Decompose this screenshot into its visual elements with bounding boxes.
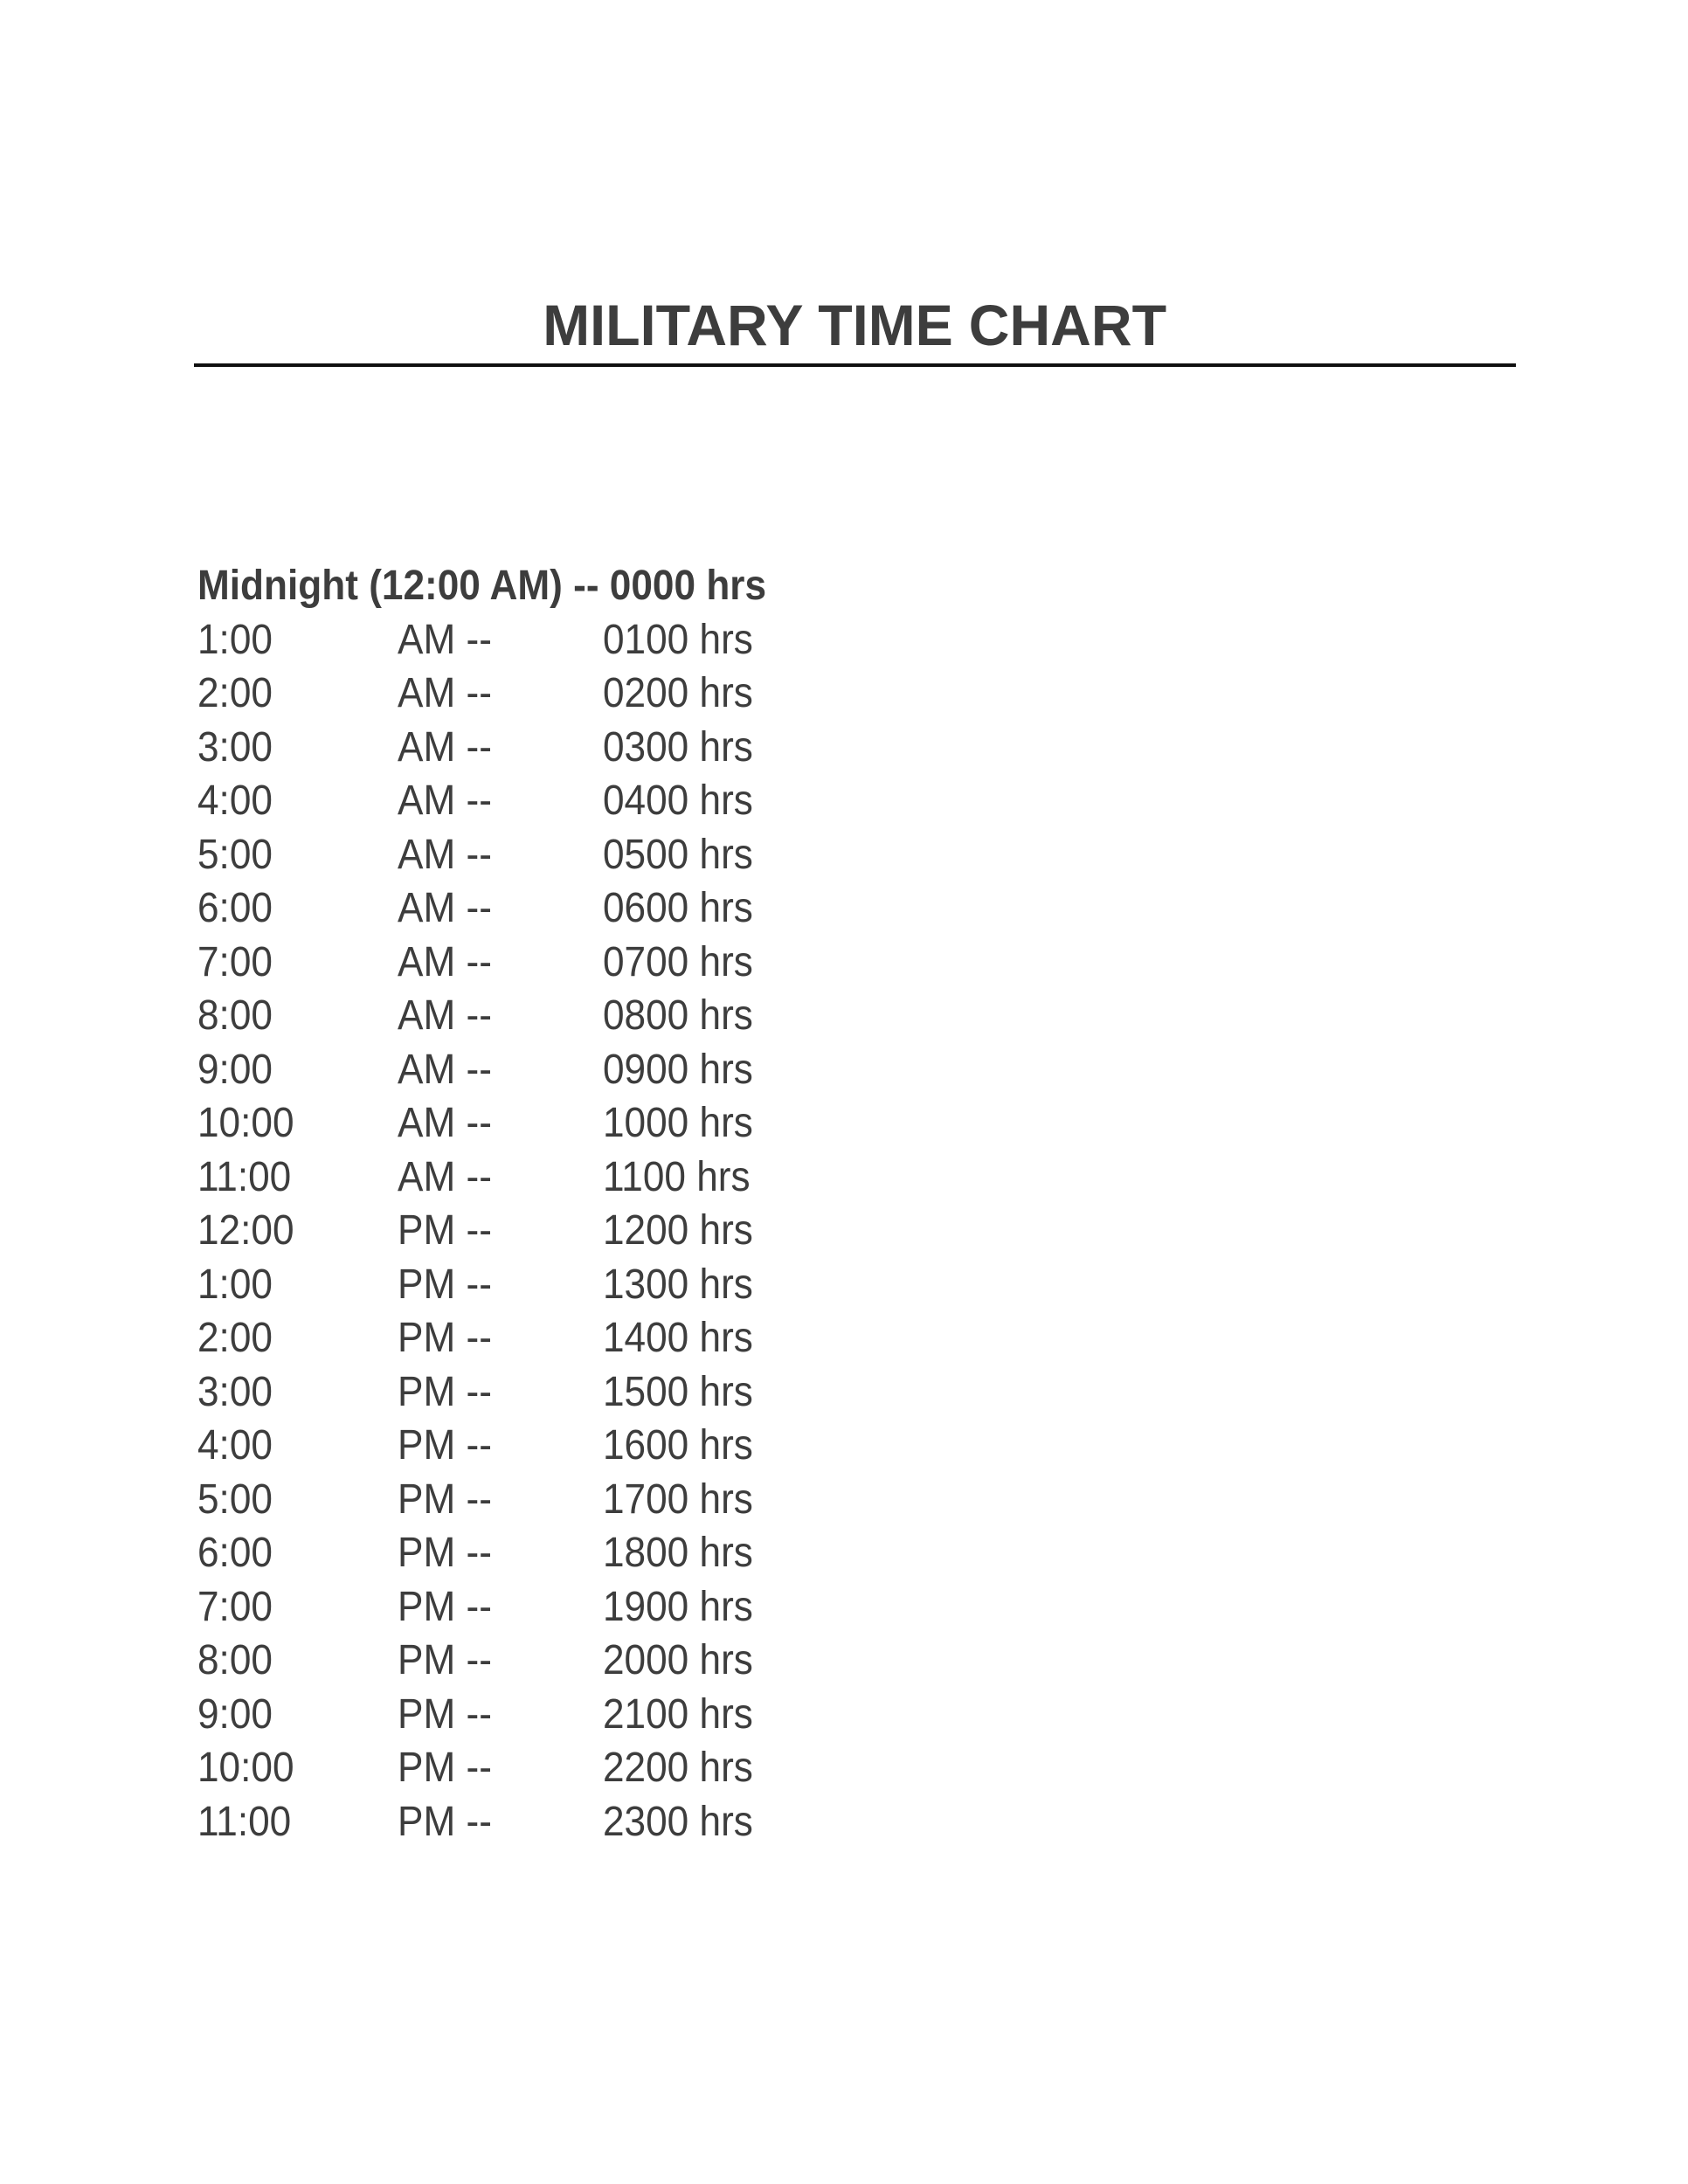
time-row — [197, 936, 1333, 990]
time-row — [197, 1419, 1333, 1473]
standard-time-cell — [197, 667, 398, 721]
meridiem: PM -- — [398, 1476, 492, 1523]
military-time: 0200 hrs — [603, 670, 753, 716]
military-time: 1700 hrs — [603, 1476, 753, 1523]
standard-time-cell — [197, 721, 398, 775]
meridiem-cell — [398, 828, 603, 882]
meridiem: AM -- — [398, 885, 492, 931]
military-time: 1400 hrs — [603, 1315, 753, 1361]
military-time: 0800 hrs — [603, 992, 753, 1039]
military-time: 2000 hrs — [603, 1637, 753, 1683]
standard-time-cell — [197, 1634, 398, 1688]
meridiem: AM -- — [398, 1153, 492, 1200]
time-row — [197, 1795, 1333, 1849]
military-time: 1900 hrs — [603, 1583, 753, 1630]
military-time-cell — [603, 1526, 1333, 1580]
time-rows — [197, 613, 1333, 1849]
military-time: 0300 hrs — [603, 723, 753, 771]
standard-time: 6:00 — [197, 1530, 273, 1576]
standard-time-cell — [197, 613, 398, 667]
standard-time: 3:00 — [197, 1368, 273, 1415]
military-time-cell — [603, 774, 1333, 828]
standard-time: 6:00 — [197, 885, 273, 931]
time-row — [197, 1473, 1333, 1527]
standard-time: 11:00 — [197, 1153, 292, 1200]
standard-time-cell — [197, 1365, 398, 1420]
meridiem-cell — [398, 721, 603, 775]
standard-time: 11:00 — [197, 1798, 292, 1845]
standard-time-cell — [197, 1151, 398, 1205]
meridiem-cell — [398, 1741, 603, 1795]
standard-time: 9:00 — [197, 1046, 273, 1093]
standard-time: 4:00 — [197, 778, 273, 824]
meridiem-cell — [398, 1096, 603, 1151]
meridiem-cell — [398, 1311, 603, 1365]
standard-time: 8:00 — [197, 1637, 273, 1683]
time-row — [197, 881, 1333, 936]
military-time-cell — [603, 721, 1333, 775]
meridiem: PM -- — [398, 1690, 492, 1738]
meridiem: AM -- — [398, 1100, 492, 1146]
title-block — [194, 293, 1516, 367]
time-row — [197, 1204, 1333, 1258]
time-row — [197, 721, 1333, 775]
time-row — [197, 1311, 1333, 1365]
time-row — [197, 667, 1333, 721]
meridiem-cell — [398, 1473, 603, 1527]
military-time: 1200 hrs — [603, 1207, 753, 1254]
meridiem-cell — [398, 667, 603, 721]
military-time-cell — [603, 1741, 1333, 1795]
military-time: 0500 hrs — [603, 831, 753, 878]
time-row — [197, 1688, 1333, 1742]
meridiem-cell — [398, 1365, 603, 1420]
military-time-cell — [603, 613, 1333, 667]
meridiem: AM -- — [398, 992, 492, 1039]
military-time-cell — [603, 1473, 1333, 1527]
standard-time: 10:00 — [197, 1100, 294, 1146]
military-time-cell — [603, 936, 1333, 990]
standard-time-cell — [197, 1204, 398, 1258]
meridiem-cell — [398, 1580, 603, 1635]
military-time-cell — [603, 1580, 1333, 1635]
time-row — [197, 1151, 1333, 1205]
meridiem: PM -- — [398, 1583, 492, 1630]
military-time-cell — [603, 1419, 1333, 1473]
standard-time-cell — [197, 1526, 398, 1580]
standard-time-cell — [197, 1580, 398, 1635]
military-time-cell — [603, 1258, 1333, 1312]
meridiem: PM -- — [398, 1422, 492, 1469]
meridiem: PM -- — [398, 1745, 492, 1791]
meridiem: AM -- — [398, 831, 492, 878]
military-time-cell — [603, 1043, 1333, 1097]
meridiem-cell — [398, 881, 603, 936]
meridiem-cell — [398, 613, 603, 667]
standard-time: 2:00 — [197, 670, 273, 716]
time-row — [197, 1096, 1333, 1151]
standard-time: 8:00 — [197, 992, 273, 1039]
military-time-cell — [603, 1688, 1333, 1742]
meridiem: AM -- — [398, 723, 492, 771]
meridiem-cell — [398, 1258, 603, 1312]
meridiem-cell — [398, 1526, 603, 1580]
page-title-text: MILITARY TIME CHART — [543, 293, 1167, 357]
standard-time: 12:00 — [197, 1207, 294, 1254]
time-row — [197, 1526, 1333, 1580]
meridiem: AM -- — [398, 616, 492, 663]
military-time: 0700 hrs — [603, 938, 753, 985]
meridiem-cell — [398, 1204, 603, 1258]
standard-time-cell — [197, 1741, 398, 1795]
time-chart — [197, 559, 1333, 1849]
military-time-cell — [603, 1311, 1333, 1365]
military-time-cell — [603, 881, 1333, 936]
military-time: 1100 hrs — [603, 1153, 751, 1200]
standard-time: 4:00 — [197, 1422, 273, 1469]
military-time-cell — [603, 1634, 1333, 1688]
time-row — [197, 1634, 1333, 1688]
standard-time-cell — [197, 1473, 398, 1527]
standard-time-cell — [197, 1795, 398, 1849]
standard-time: 5:00 — [197, 1476, 273, 1523]
time-row — [197, 1580, 1333, 1635]
standard-time: 1:00 — [197, 1261, 273, 1308]
standard-time: 9:00 — [197, 1690, 273, 1738]
military-time-cell — [603, 828, 1333, 882]
standard-time: 5:00 — [197, 831, 273, 878]
military-time: 0900 hrs — [603, 1046, 753, 1093]
military-time-cell — [603, 1151, 1333, 1205]
military-time: 0600 hrs — [603, 885, 753, 931]
standard-time: 10:00 — [197, 1745, 294, 1791]
time-row — [197, 989, 1333, 1043]
military-time: 1000 hrs — [603, 1100, 753, 1146]
meridiem-cell — [398, 1795, 603, 1849]
standard-time: 3:00 — [197, 723, 273, 771]
meridiem: AM -- — [398, 1046, 492, 1093]
chart-header-text: Midnight (12:00 AM) -- 0000 hrs — [197, 563, 767, 609]
military-time: 1600 hrs — [603, 1422, 753, 1469]
standard-time: 2:00 — [197, 1315, 273, 1361]
standard-time: 1:00 — [197, 616, 273, 663]
military-time-cell — [603, 1365, 1333, 1420]
standard-time-cell — [197, 1258, 398, 1312]
meridiem-cell — [398, 1419, 603, 1473]
meridiem: PM -- — [398, 1798, 492, 1845]
meridiem-cell — [398, 1634, 603, 1688]
standard-time-cell — [197, 1311, 398, 1365]
military-time: 2300 hrs — [603, 1798, 753, 1845]
military-time: 1500 hrs — [603, 1368, 753, 1415]
meridiem: PM -- — [398, 1207, 492, 1254]
time-row — [197, 613, 1333, 667]
meridiem-cell — [398, 1043, 603, 1097]
chart-header-row — [197, 559, 1333, 613]
standard-time-cell — [197, 881, 398, 936]
military-time: 0400 hrs — [603, 778, 753, 824]
standard-time: 7:00 — [197, 938, 273, 985]
meridiem-cell — [398, 1688, 603, 1742]
standard-time-cell — [197, 1688, 398, 1742]
meridiem: PM -- — [398, 1368, 492, 1415]
standard-time-cell — [197, 936, 398, 990]
military-time: 1300 hrs — [603, 1261, 753, 1308]
standard-time-cell — [197, 989, 398, 1043]
standard-time-cell — [197, 1096, 398, 1151]
military-time-cell — [603, 1795, 1333, 1849]
standard-time-cell — [197, 1419, 398, 1473]
meridiem-cell — [398, 936, 603, 990]
military-time-cell — [603, 667, 1333, 721]
meridiem: PM -- — [398, 1315, 492, 1361]
military-time-cell — [603, 989, 1333, 1043]
military-time-cell — [603, 1204, 1333, 1258]
standard-time-cell — [197, 828, 398, 882]
standard-time-cell — [197, 774, 398, 828]
meridiem-cell — [398, 989, 603, 1043]
time-row — [197, 1043, 1333, 1097]
military-time: 2100 hrs — [603, 1690, 753, 1738]
page-title — [194, 293, 1516, 357]
time-row — [197, 1258, 1333, 1312]
meridiem: PM -- — [398, 1261, 492, 1308]
standard-time: 7:00 — [197, 1583, 273, 1630]
meridiem: AM -- — [398, 938, 492, 985]
military-time-cell — [603, 1096, 1333, 1151]
time-row — [197, 828, 1333, 882]
meridiem-cell — [398, 1151, 603, 1205]
meridiem: AM -- — [398, 778, 492, 824]
meridiem: AM -- — [398, 670, 492, 716]
military-time: 2200 hrs — [603, 1745, 753, 1791]
time-row — [197, 1365, 1333, 1420]
meridiem: PM -- — [398, 1530, 492, 1576]
meridiem: PM -- — [398, 1637, 492, 1683]
time-row — [197, 1741, 1333, 1795]
meridiem-cell — [398, 774, 603, 828]
military-time: 1800 hrs — [603, 1530, 753, 1576]
military-time: 0100 hrs — [603, 616, 753, 663]
time-row — [197, 774, 1333, 828]
standard-time-cell — [197, 1043, 398, 1097]
